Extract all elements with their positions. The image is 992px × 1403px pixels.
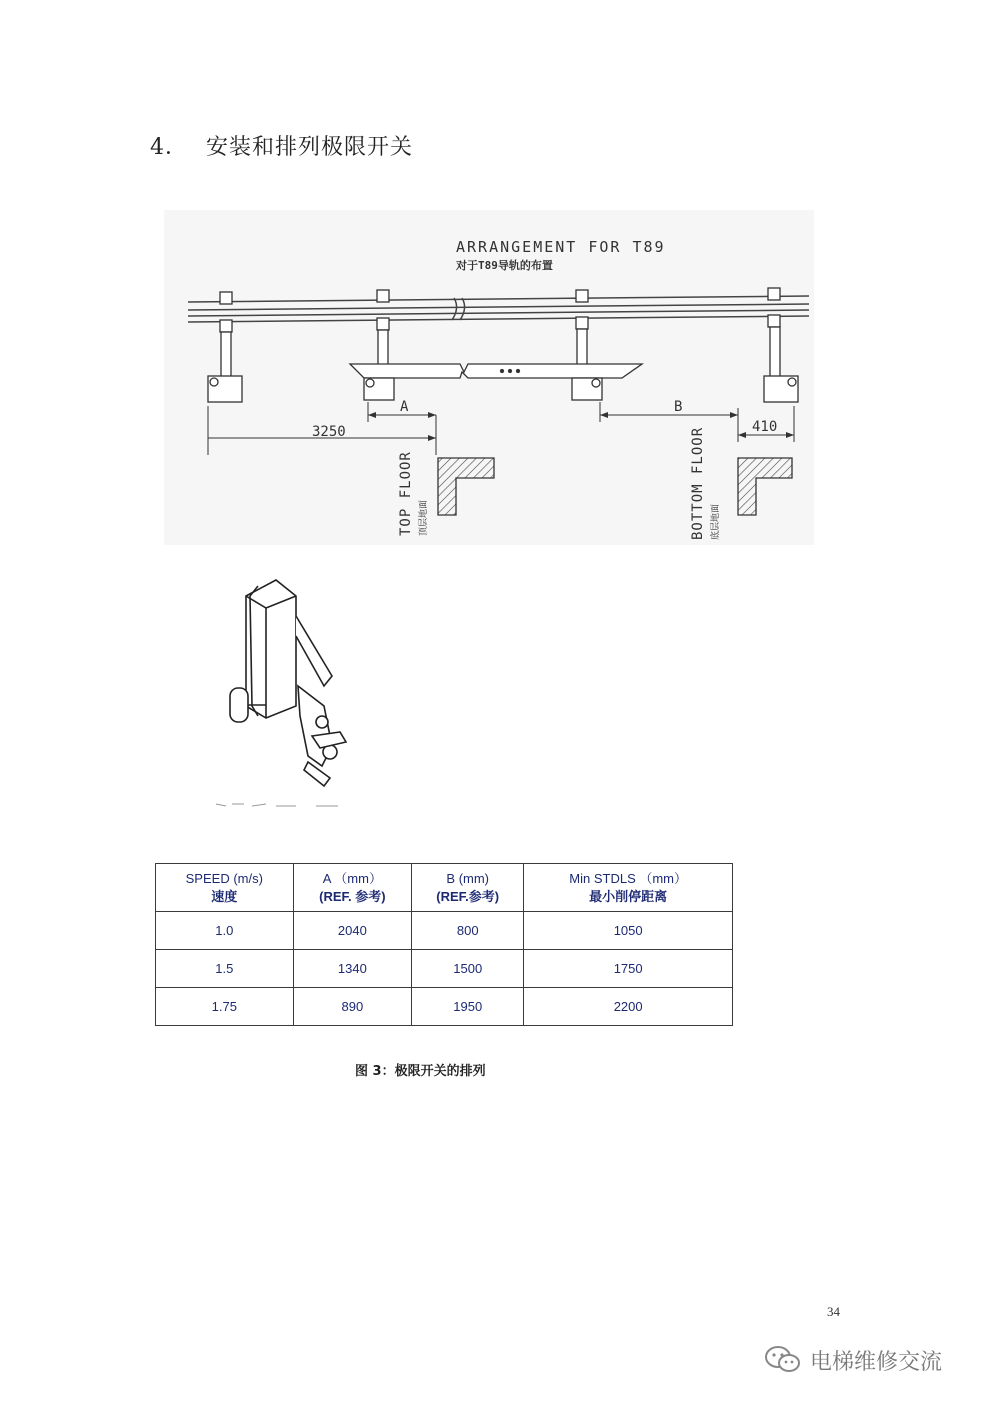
top-floor-cn-label: 顶层地面 [419, 499, 429, 536]
table-row [156, 912, 733, 950]
dimension-arrows [368, 412, 794, 441]
header-b-cn: (REF.参考) [436, 888, 500, 904]
cell-b: 1950 [412, 988, 524, 1026]
dim-a-label: A [400, 399, 409, 415]
top-floor-section [438, 458, 494, 515]
cell-a: 890 [293, 988, 412, 1026]
drawing-subtitle: 对于T89导轨的布置 [456, 259, 553, 272]
cam-plate [350, 364, 642, 378]
header-b-en: B (mm) [446, 870, 490, 886]
section-title: 安装和排列极限开关 [206, 135, 414, 160]
dimension-lines [208, 402, 794, 455]
table-row [156, 988, 733, 1026]
cell-speed: 1.75 [156, 988, 294, 1026]
cell-a: 2040 [293, 912, 412, 950]
dim-3250-label: 3250 [312, 424, 346, 440]
cell-a: 1340 [293, 950, 412, 988]
table-header-row [156, 864, 733, 912]
header-speed-cn: 速度 [211, 888, 238, 904]
cell-min-stdls: 1050 [524, 912, 733, 950]
bottom-floor-label: BOTTOM FLOOR [690, 426, 706, 540]
header-a-cn: (REF. 参考) [319, 888, 386, 904]
dim-410-label: 410 [752, 419, 778, 435]
rail-brackets [220, 288, 780, 332]
cell-speed: 1.5 [156, 950, 294, 988]
header-min-stdls-en: Min STDLS （mm） [569, 870, 688, 886]
dim-b-label: B [674, 399, 683, 415]
guide-rail [188, 296, 809, 322]
top-floor-label: TOP FLOOR [398, 451, 414, 536]
table-row [156, 950, 733, 988]
header-a-en: A （mm） [322, 870, 382, 886]
cell-b: 800 [412, 912, 524, 950]
cell-min-stdls: 2200 [524, 988, 733, 1026]
header-speed [156, 864, 294, 912]
section-number: 4． [150, 135, 188, 160]
header-min-stdls-cn: 最小削停距离 [589, 888, 668, 904]
page-number: 34 [827, 1304, 840, 1319]
bottom-floor-cn-label: 底层地面 [711, 503, 721, 540]
arrangement-drawing [164, 210, 814, 545]
watermark [764, 1343, 942, 1377]
section-heading [150, 130, 413, 161]
speed-distance-table [155, 863, 733, 1026]
limit-switch-illustration [212, 556, 367, 812]
header-speed-en: SPEED (m/s) [185, 870, 263, 886]
cell-speed: 1.0 [156, 912, 294, 950]
wechat-icon [764, 1345, 802, 1375]
watermark-text: 电梯维修交流 [810, 1349, 943, 1375]
cell-min-stdls: 1750 [524, 950, 733, 988]
header-min-stdls [524, 864, 733, 912]
figure-caption: 图 3：极限开关的排列 [355, 1064, 486, 1079]
drawing-title: ARRANGEMENT FOR T89 [456, 238, 666, 256]
header-a [293, 864, 412, 912]
limit-switches [208, 376, 798, 402]
bottom-floor-section [738, 458, 792, 515]
cell-b: 1500 [412, 950, 524, 988]
header-b [412, 864, 524, 912]
